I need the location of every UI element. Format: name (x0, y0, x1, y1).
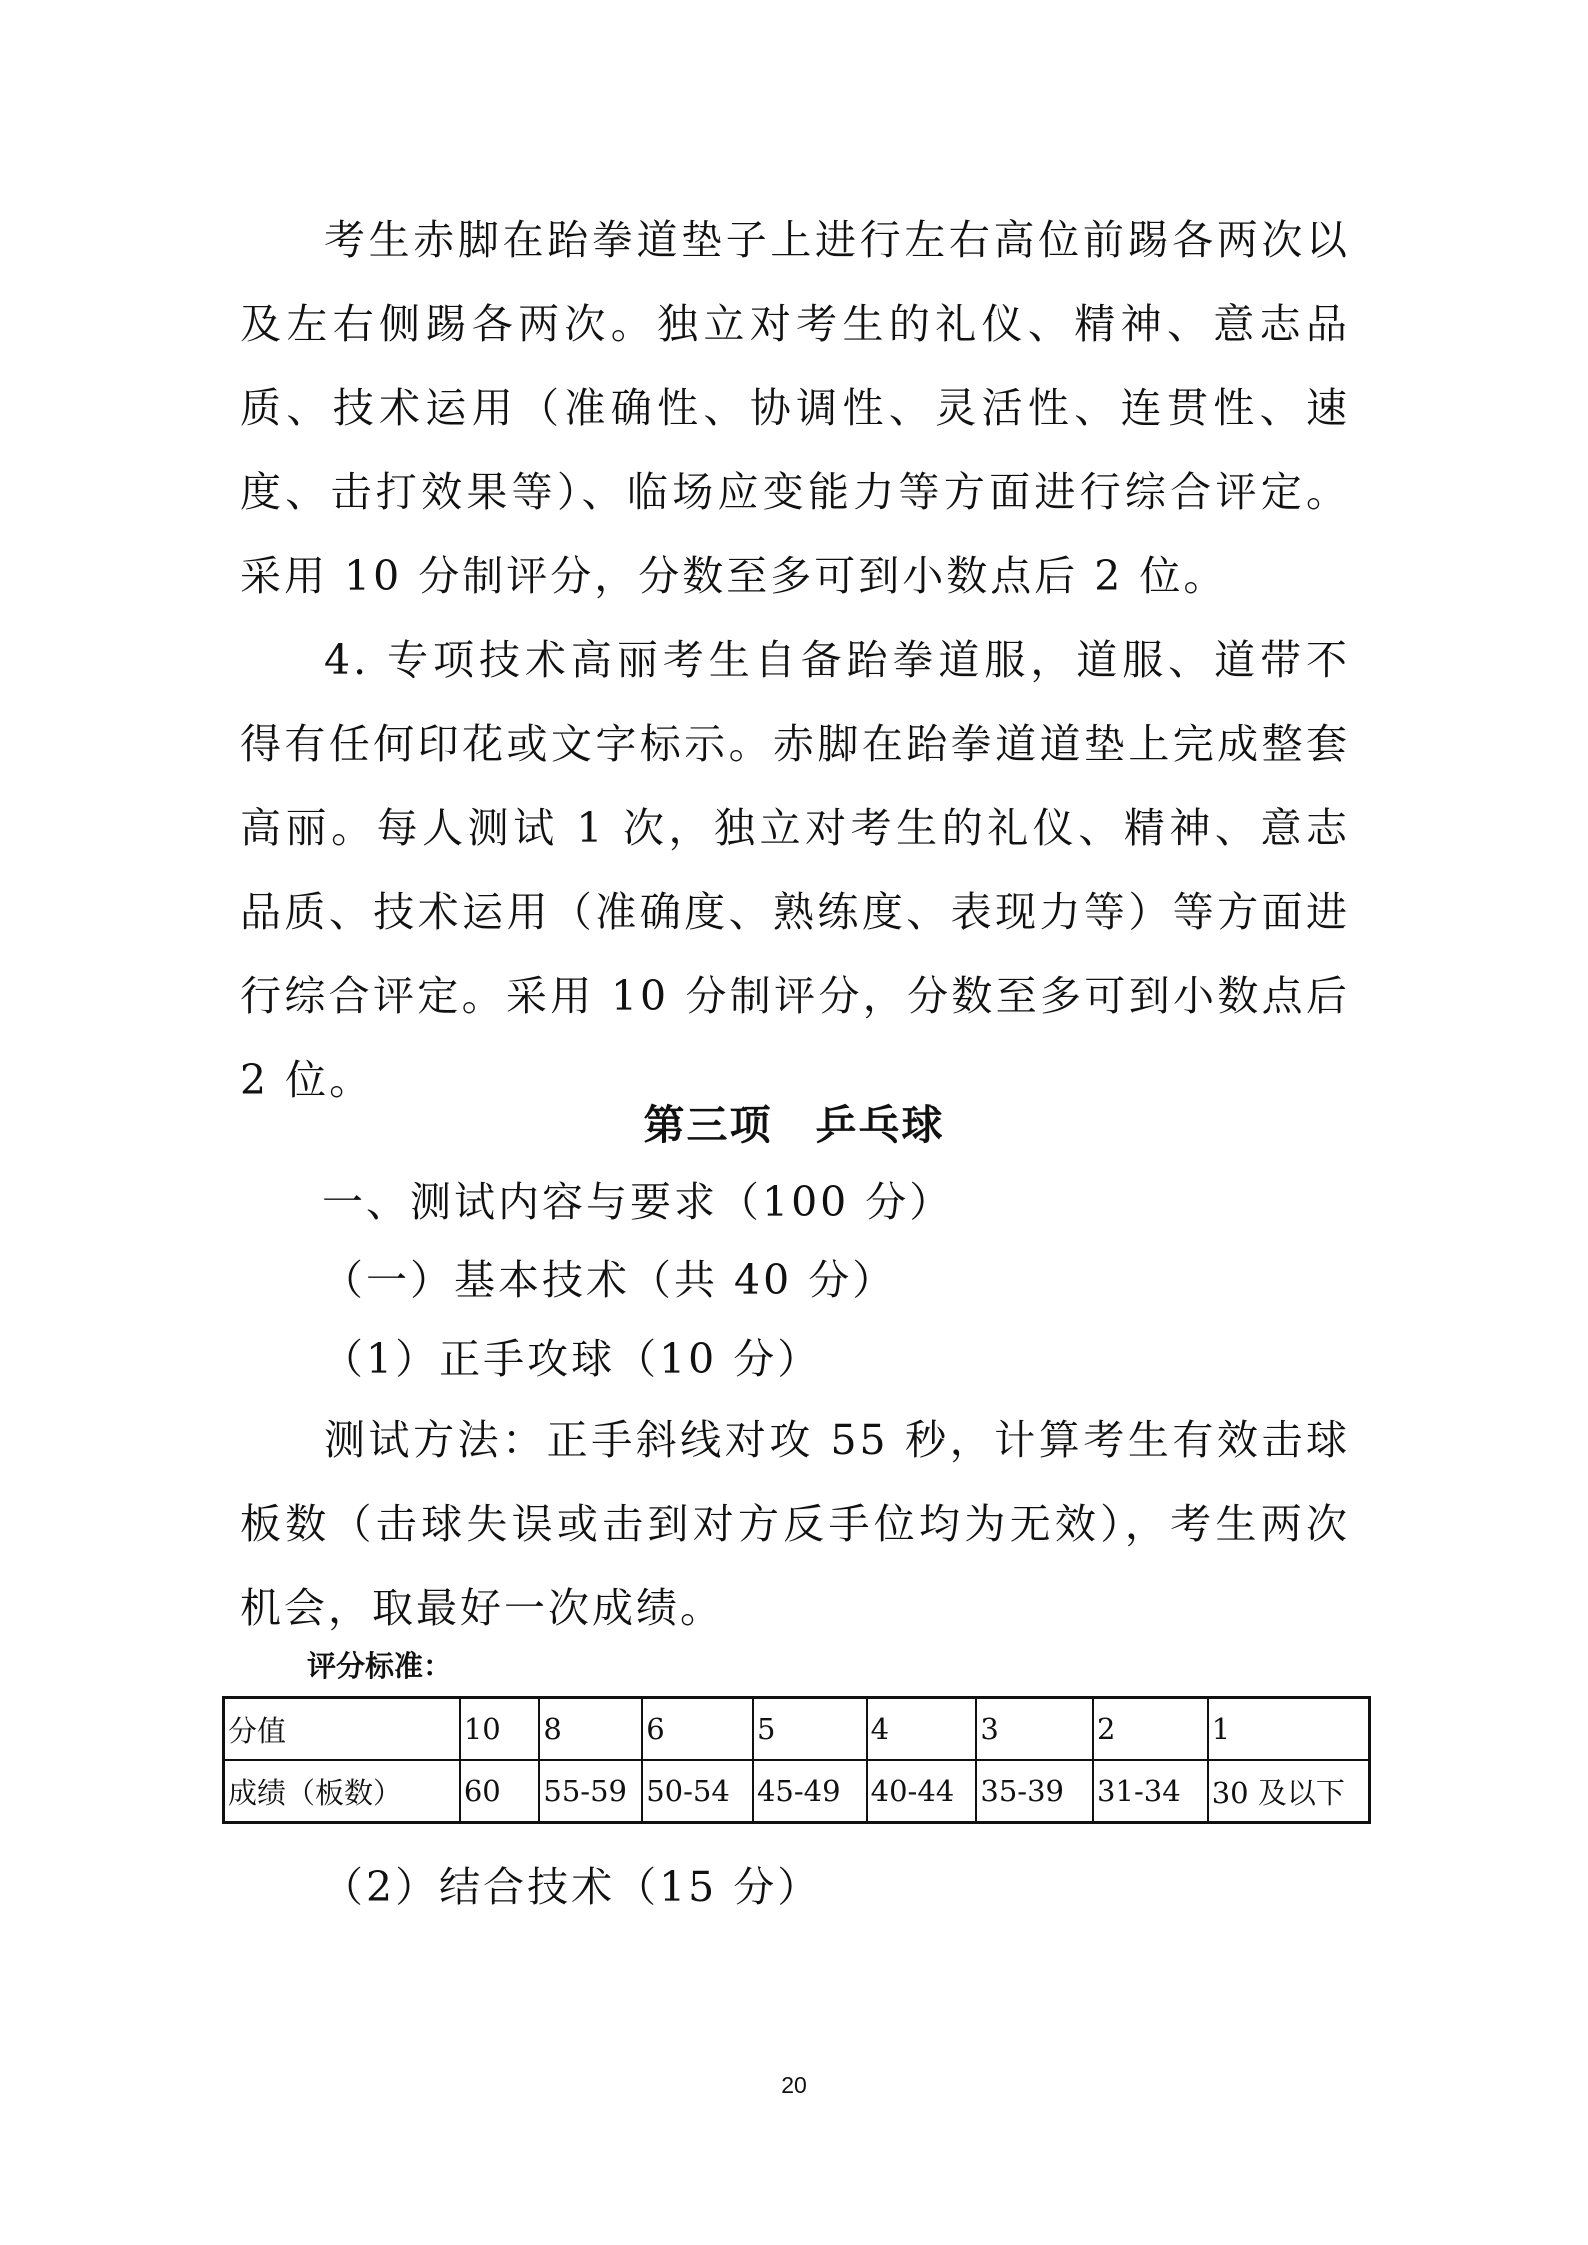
item-combined-technique: （2）结合技术（15 分） (322, 1863, 822, 1911)
paragraph-taekwondo-kicks: 考生赤脚在跆拳道垫子上进行左右高位前踢各两次以及左右侧踢各两次。独立对考生的礼仪、精神、意志品质、技术运用（准确性、协调性、灵活性、连贯性、速度、击打效果等）、临场应变能力等方面进行综合评定。采用 10 分制评分，分数至多可到小数点后 2 位。 (240, 216, 1350, 600)
table-cell: 50-54 (642, 1760, 753, 1823)
table-cell: 35-39 (976, 1760, 1093, 1823)
table-row-result (224, 1760, 1370, 1823)
page-number: 20 (781, 2072, 807, 2098)
table-cell: 5 (753, 1698, 867, 1761)
table-cell: 4 (867, 1698, 977, 1761)
table-cell: 成绩（板数） (224, 1760, 460, 1823)
table-cell: 8 (539, 1698, 642, 1761)
table-cell: 55-59 (539, 1760, 642, 1823)
paragraph-poomsae-test: 4. 专项技术高丽考生自备跆拳道服，道服、道带不得有任何印花或文字标示。赤脚在跆拳道道垫上完成整套高丽。每人测试 1 次，独立对考生的礼仪、精神、意志品质、技术运用（准确度、熟练度、表现力等）等方面进行综合评定。采用 10 分制评分，分数至多可到小数点后 2 位。 (240, 636, 1350, 1104)
section-title: 第三项 乒乓球 (643, 1101, 945, 1149)
table-cell: 6 (642, 1698, 753, 1761)
item-forehand-attack: （1）正手攻球（10 分） (322, 1335, 822, 1383)
table-cell: 分值 (224, 1698, 460, 1761)
table-cell: 3 (976, 1698, 1093, 1761)
paragraph-test-method: 测试方法：正手斜线对攻 55 秒，计算考生有效击球板数（击球失误或击到对方反手位均为无效），考生两次机会，取最好一次成绩。 (240, 1416, 1350, 1632)
table-cell: 60 (460, 1760, 540, 1823)
table-cell: 40-44 (867, 1760, 977, 1823)
table-cell: 10 (460, 1698, 540, 1761)
heading-test-content: 一、测试内容与要求（100 分） (322, 1178, 954, 1226)
table-cell: 31-34 (1093, 1760, 1208, 1823)
table-row-score (224, 1698, 1370, 1761)
scoring-criteria-label: 评分标准： (307, 1649, 453, 1683)
table-cell: 1 (1208, 1698, 1370, 1761)
heading-basic-technique: （一）基本技术（共 40 分） (322, 1256, 897, 1304)
table-cell: 30 及以下 (1208, 1760, 1370, 1823)
table-cell: 2 (1093, 1698, 1208, 1761)
table-cell: 45-49 (753, 1760, 867, 1823)
scoring-table (222, 1696, 1371, 1824)
